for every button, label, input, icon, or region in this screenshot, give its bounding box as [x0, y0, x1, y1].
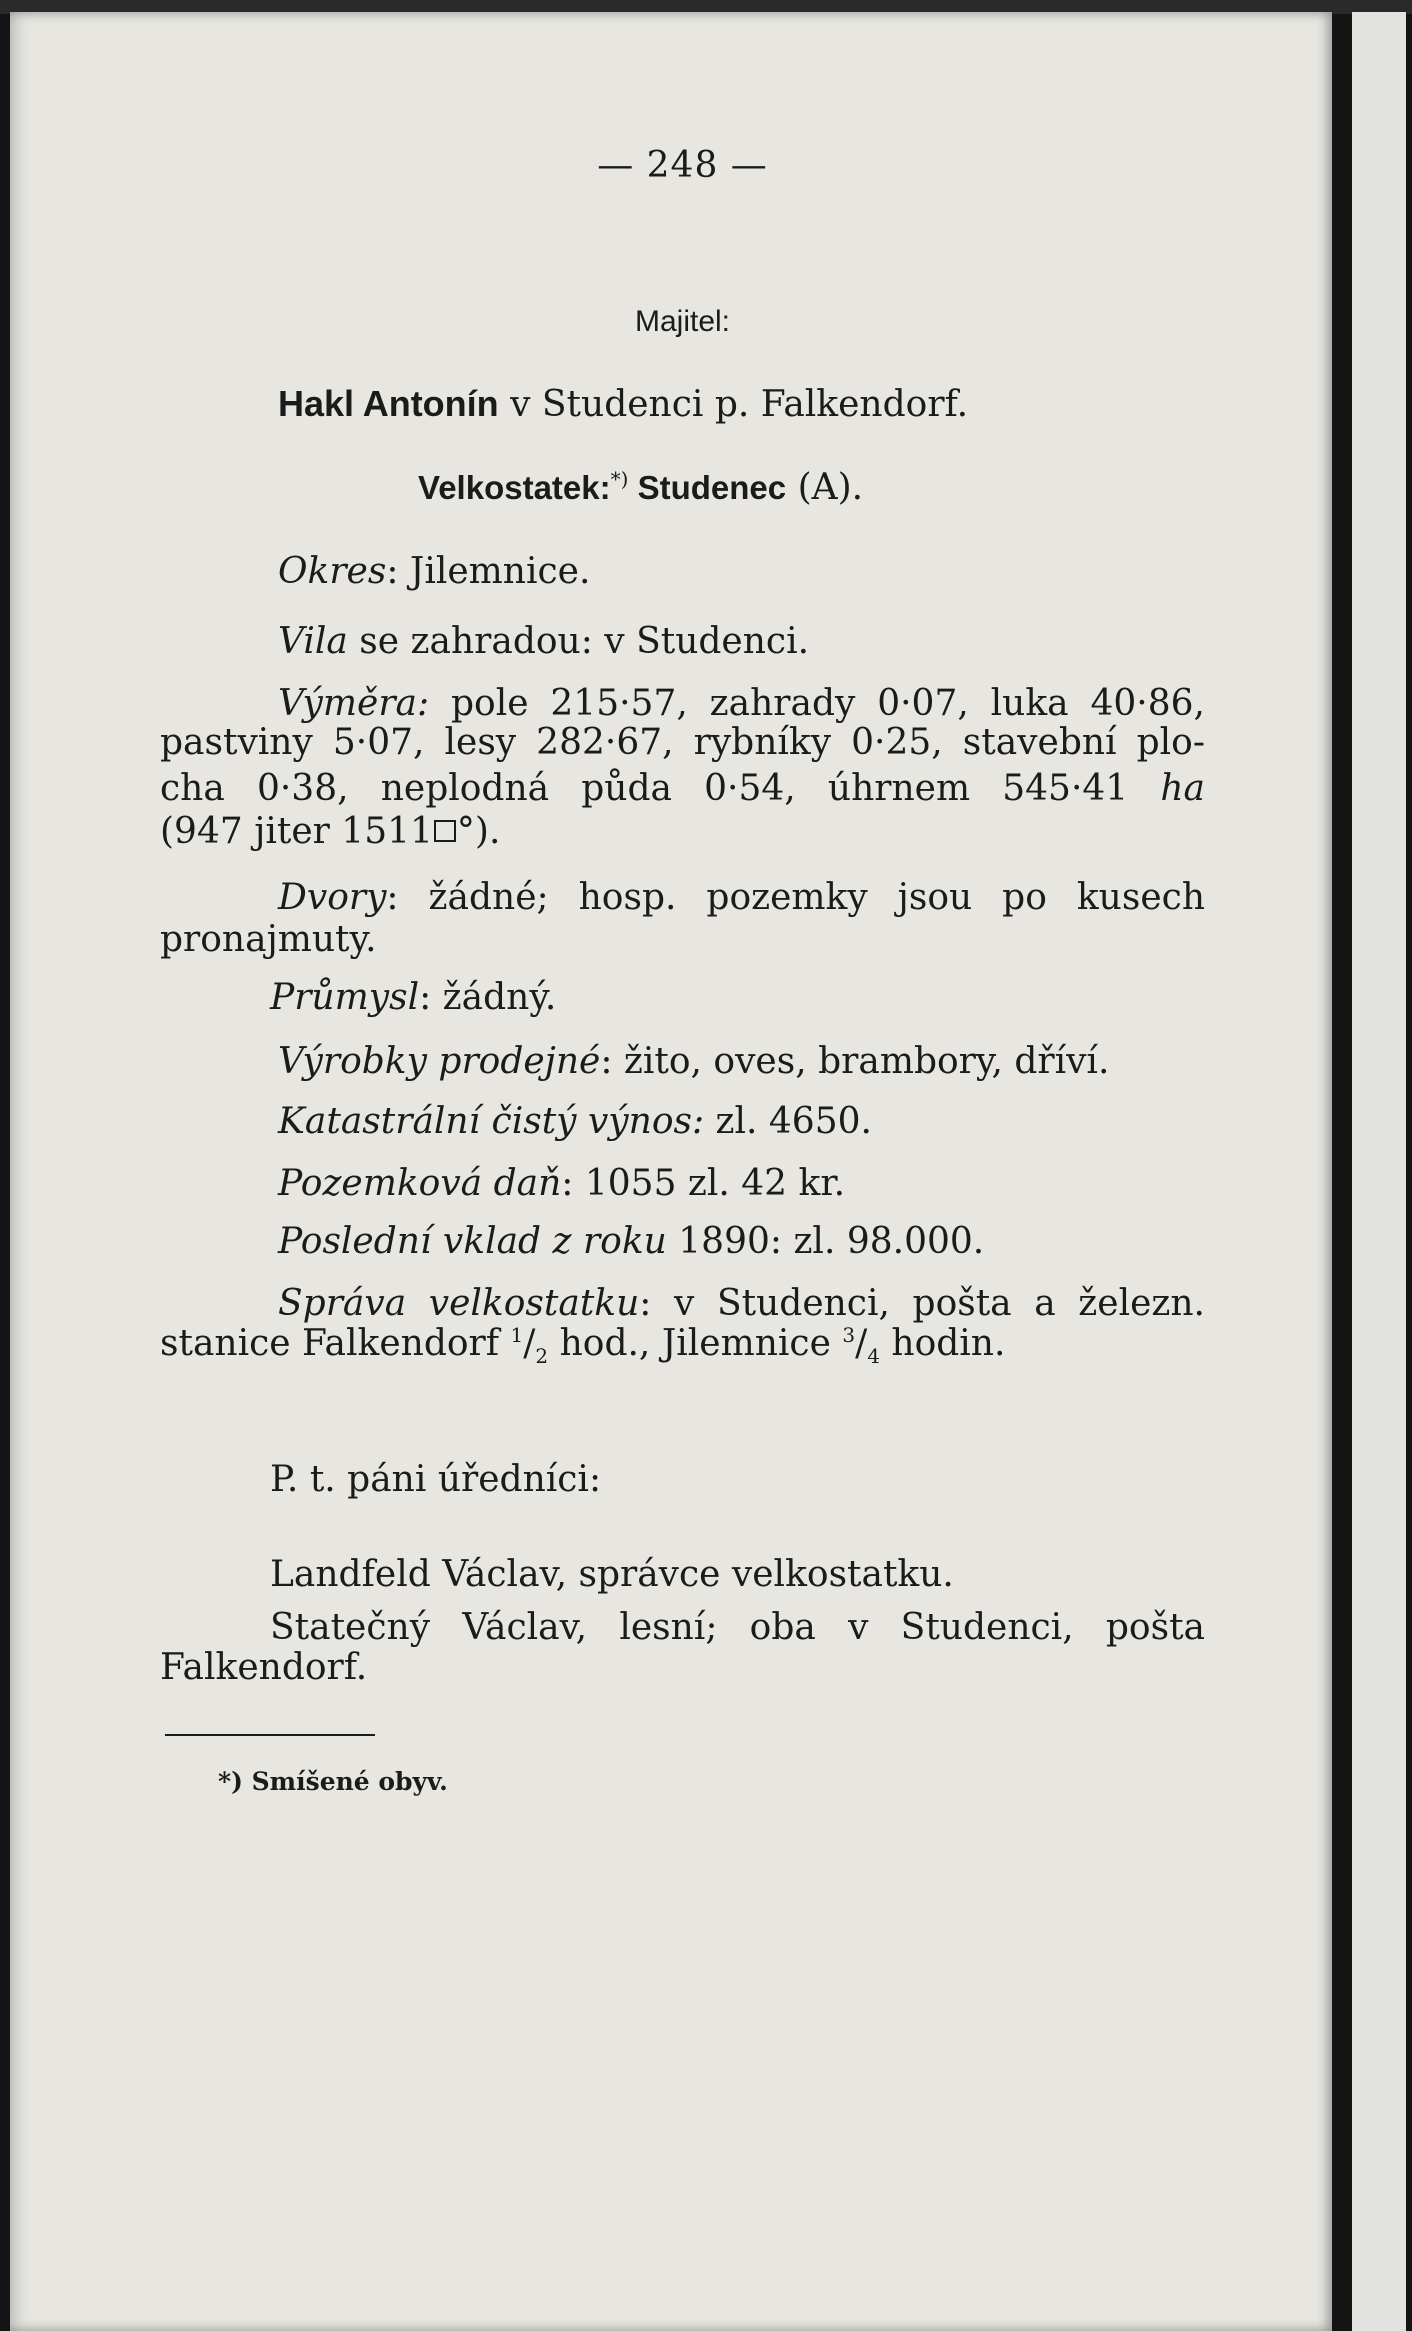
vymera-line-3: cha 0·38, neplodná půda 0·54, úhrnem 545·41 ha — [160, 768, 1205, 809]
vymera-label: Výměra: — [278, 683, 430, 724]
owner-line — [278, 384, 968, 425]
estate-name: Studenec — [628, 469, 787, 506]
official-2: Statečný Václav, lesní; oba v Studenci, pošta — [270, 1607, 1205, 1648]
okres-line — [278, 552, 590, 592]
estate-footnote-mark: *) — [610, 467, 629, 491]
okres-label: Okres — [278, 551, 387, 592]
vila-value: se zahradou: v Studenci. — [347, 621, 810, 662]
vklad-line: Poslední vklad z roku 1890: zl. 98.000. — [278, 1221, 985, 1262]
fraction-numerator: 3 — [842, 1323, 856, 1347]
owner-heading: Majitel: — [634, 305, 731, 338]
prumysl-line: Průmysl: žádný. — [270, 977, 557, 1018]
katastr-label: Katastrální čistý výnos: — [278, 1101, 705, 1142]
estate-label: Velkostatek: — [418, 469, 611, 506]
dvory-label: Dvory — [278, 877, 387, 918]
prumysl-label: Průmysl — [270, 977, 420, 1018]
vyrobky-label: Výrobky prodejné — [278, 1041, 601, 1082]
footnote-text: Smíšené obyv. — [242, 1767, 448, 1796]
dvory-line-2: pronajmuty. — [160, 919, 377, 960]
officials-heading: P. t. páni úředníci: — [270, 1459, 602, 1500]
vklad-label: Poslední vklad z roku — [278, 1221, 667, 1262]
footnote-mark: *) — [218, 1767, 243, 1796]
sprava-line-1: Správa velkostatku: v Studenci, pošta a železn. — [278, 1283, 1205, 1324]
owner-name: Hakl Antonín — [278, 383, 499, 424]
adjacent-page-edge — [1352, 12, 1406, 2331]
official-2-cont: Falkendorf. — [160, 1647, 368, 1688]
vymera-line-4: (947 jiter 1511 °). — [160, 811, 501, 852]
page-number: — 248 — — [597, 145, 768, 186]
sprava-line-2: stanice Falkendorf $^1/_2$ hod., Jilemnice $^3/_4$ hodin. — [160, 1323, 1006, 1369]
vyrobky-line: Výrobky prodejné: žito, oves, brambory, dříví. — [278, 1041, 1110, 1082]
official-1: Landfeld Václav, správce velkostatku. — [270, 1554, 954, 1595]
dvory-line-1: Dvory: žádné; hosp. pozemky jsou po kusech — [278, 877, 1205, 918]
footnote-rule — [165, 1734, 375, 1736]
vila-line — [278, 622, 809, 662]
sprava-label: Správa velkostatku — [278, 1283, 640, 1324]
vila-label: Vila — [278, 621, 348, 662]
katastr-line: Katastrální čistý výnos: zl. 4650. — [278, 1101, 872, 1142]
square-symbol — [434, 820, 456, 842]
fraction-numerator: 1 — [510, 1323, 524, 1347]
owner-address: v Studenci p. Falkendorf. — [498, 384, 969, 425]
fraction-denominator: 4 — [867, 1344, 880, 1369]
fraction-denominator: 2 — [535, 1344, 549, 1369]
vymera-line-1: Výměra: pole 215·57, zahrady 0·07, luka 40·86, — [278, 683, 1205, 724]
dan-line: Pozemková daň: 1055 zl. 42 kr. — [278, 1163, 846, 1204]
dan-label: Pozemková daň — [278, 1163, 562, 1204]
estate-suffix: (A). — [786, 467, 864, 508]
okres-value: : Jilemnice. — [386, 551, 591, 592]
footnote — [218, 1762, 448, 1802]
vymera-line-2: pastviny 5·07, lesy 282·67, rybníky 0·25, stavební plo- — [160, 722, 1205, 763]
estate-line — [418, 468, 863, 508]
